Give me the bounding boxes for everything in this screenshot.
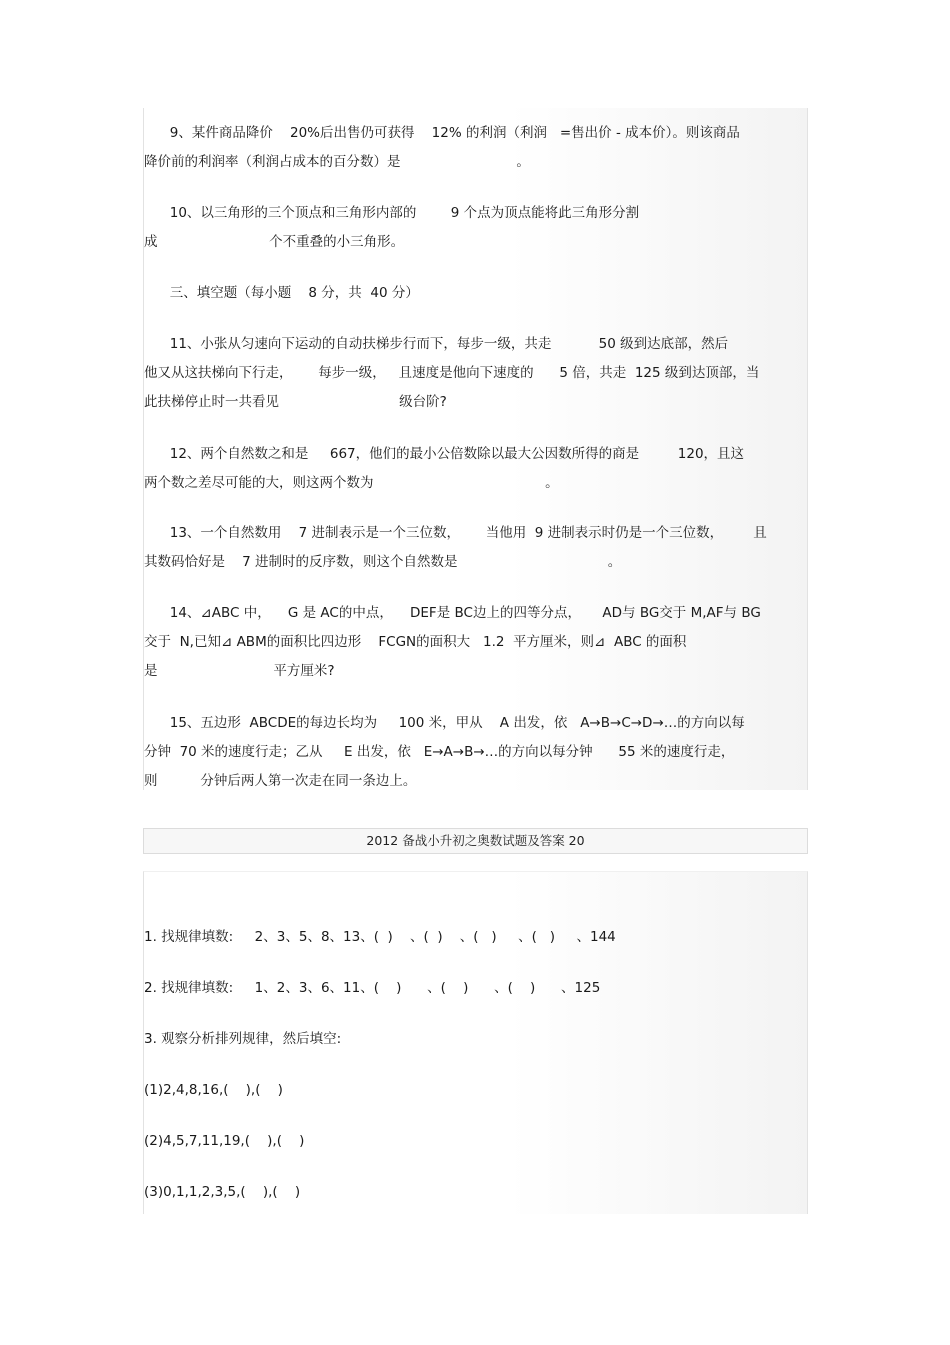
q11-line-1: 11、小张从匀速向下运动的自动扶梯步行而下，每步一级，共走 50 级到达底部，然后 xyxy=(144,336,729,352)
q12-line-1: 12、两个自然数之和是 667，他们的最小公倍数除以最大公因数所得的商是 120，且这 xyxy=(144,446,745,462)
item-3-heading: 3. 观察分析排列规律，然后填空: xyxy=(144,1031,342,1047)
q10-line-2: 成 个不重叠的小三角形。 xyxy=(144,234,405,250)
item-3-sub-1: (1)2,4,8,16,( ),( ) xyxy=(144,1082,283,1098)
item-3-sub-2: (2)4,5,7,11,19,( ),( ) xyxy=(144,1133,305,1149)
q14-line-3: 是 平方厘米? xyxy=(144,663,335,679)
section-heading-fill-blank: 三、填空题（每小题 8 分，共 40 分） xyxy=(144,285,419,301)
q14-line-2: 交于 N,已知⊿ ABM的面积比四边形 FCGN的面积大 1.2 平方厘米，则⊿ ABC 的面积 xyxy=(144,634,687,650)
q9-line-2: 降价前的利润率（利润占成本的百分数）是 。 xyxy=(144,154,530,170)
q11-line-2: 他又从这扶梯向下行走， 每步一级， 且速度是他向下速度的 5 倍，共走 125 级到达顶部，当 xyxy=(144,365,760,381)
item-2-line: 2. 找规律填数: 1、2、3、6、11、( ) 、( ) 、( ) 、125 xyxy=(144,980,601,996)
q9-line-1: 9、某件商品降价 20%后出售仍可获得 12% 的利润（利润 =售出价 - 成本价）。则该商品 xyxy=(144,125,740,141)
q10-line-1: 10、以三角形的三个顶点和三角形内部的 9 个点为顶点能将此三角形分割 xyxy=(144,205,640,221)
item-3-sub-3: (3)0,1,1,2,3,5,( ),( ) xyxy=(144,1184,301,1200)
q15-line-1: 15、五边形 ABCDE的每边长均为 100 米，甲从 A 出发，依 A→B→C→D→…的方向以每 xyxy=(144,715,745,731)
q15-line-3: 则 分钟后两人第一次走在同一条边上。 xyxy=(144,773,417,789)
q15-line-2: 分钟 70 米的速度行走；乙从 E 出发，依 E→A→B→…的方向以每分钟 55 米的速度行走， xyxy=(144,744,735,760)
q11-line-3: 此扶梯停止时一共看见 级台阶? xyxy=(144,394,447,410)
q13-line-2: 其数码恰好是 7 进制时的反序数，则这个自然数是 。 xyxy=(144,554,622,570)
page-bottom-section xyxy=(143,871,808,1214)
q13-line-1: 13、一个自然数用 7 进制表示是一个三位数， 当他用 9 进制表示时仍是一个三位数， 且 xyxy=(144,525,767,541)
footer-title: 2012 备战小升初之奥数试题及答案 20 xyxy=(366,833,585,848)
page-top-section xyxy=(143,108,808,790)
item-1-line: 1. 找规律填数: 2、3、5、8、13、( ) 、( ) 、( ) 、( ) 、144 xyxy=(144,929,616,945)
q14-line-1: 14、⊿ABC 中， G 是 AC的中点， DEF是 BC边上的四等分点， AD与 BG交于 M,AF与 BG xyxy=(144,605,761,621)
q12-line-2: 两个数之差尽可能的大，则这两个数为 。 xyxy=(144,475,559,491)
page-footer xyxy=(143,828,808,854)
